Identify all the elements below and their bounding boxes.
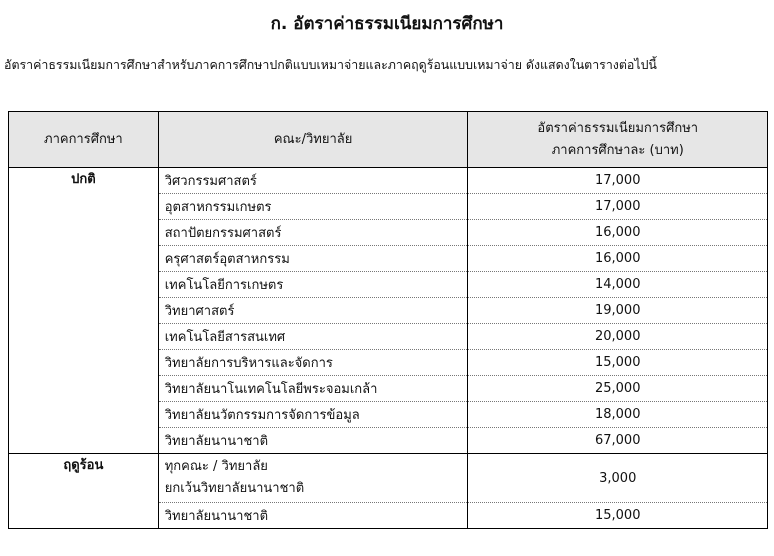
fee-cell: 17,000 — [468, 194, 768, 220]
semester-summer: ฤดูร้อน — [9, 454, 159, 529]
table-row — [9, 454, 768, 503]
faculty-cell: วิทยาลัยการบริหารและจัดการ — [158, 350, 468, 376]
header-fee — [468, 112, 768, 168]
faculty-cell: วิทยาศาสตร์ — [158, 298, 468, 324]
page-title: ก. อัตราค่าธรรมเนียมการศึกษา — [270, 14, 504, 34]
faculty-line2: ยกเว้นวิทยาลัยนานาชาติ — [164, 481, 305, 496]
fee-cell: 15,000 — [468, 503, 768, 529]
faculty-line1: ทุกคณะ / วิทยาลัย — [164, 459, 268, 474]
faculty-cell: ครุศาสตร์อุตสาหกรรม — [158, 246, 468, 272]
header-semester: ภาคการศึกษา — [9, 112, 159, 168]
fee-cell: 25,000 — [468, 376, 768, 402]
faculty-cell: อุตสาหกรรมเกษตร — [158, 194, 468, 220]
fee-cell: 16,000 — [468, 246, 768, 272]
fee-cell: 15,000 — [468, 350, 768, 376]
faculty-cell: เทคโนโลยีการเกษตร — [158, 272, 468, 298]
faculty-cell: วิทยาลัยนวัตกรรมการจัดการข้อมูล — [158, 402, 468, 428]
faculty-cell: สถาปัตยกรรมศาสตร์ — [158, 220, 468, 246]
faculty-cell: วิทยาลัยนานาชาติ — [158, 503, 468, 529]
semester-regular: ปกติ — [9, 168, 159, 454]
fee-cell: 20,000 — [468, 324, 768, 350]
fee-cell: 19,000 — [468, 298, 768, 324]
faculty-cell: วิทยาลัยนานาชาติ — [158, 428, 468, 454]
fee-cell: 16,000 — [468, 220, 768, 246]
faculty-cell: วิศวกรรมศาสตร์ — [158, 168, 468, 194]
header-fee-line2: ภาคการศึกษาละ (บาท) — [551, 142, 684, 158]
fee-cell: 14,000 — [468, 272, 768, 298]
table-header-row — [9, 112, 768, 168]
fee-cell: 18,000 — [468, 402, 768, 428]
fee-cell: 17,000 — [468, 168, 768, 194]
faculty-cell: เทคโนโลยีสารสนเทศ — [158, 324, 468, 350]
header-faculty: คณะ/วิทยาลัย — [158, 112, 468, 168]
fee-table — [8, 111, 768, 529]
faculty-cell — [158, 454, 468, 503]
fee-cell: 3,000 — [468, 454, 768, 503]
intro-paragraph: อัตราค่าธรรมเนียมการศึกษาสำหรับภาคการศึกษาปกติแบบเหมาจ่ายและภาคฤดูร้อนแบบเหมาจ่าย ดังแสดงในตารางต่อไปนี้ — [4, 57, 657, 72]
faculty-cell: วิทยาลัยนาโนเทคโนโลยีพระจอมเกล้า — [158, 376, 468, 402]
table-row — [9, 168, 768, 194]
fee-cell: 67,000 — [468, 428, 768, 454]
header-fee-line1: อัตราค่าธรรมเนียมการศึกษา — [537, 120, 699, 136]
